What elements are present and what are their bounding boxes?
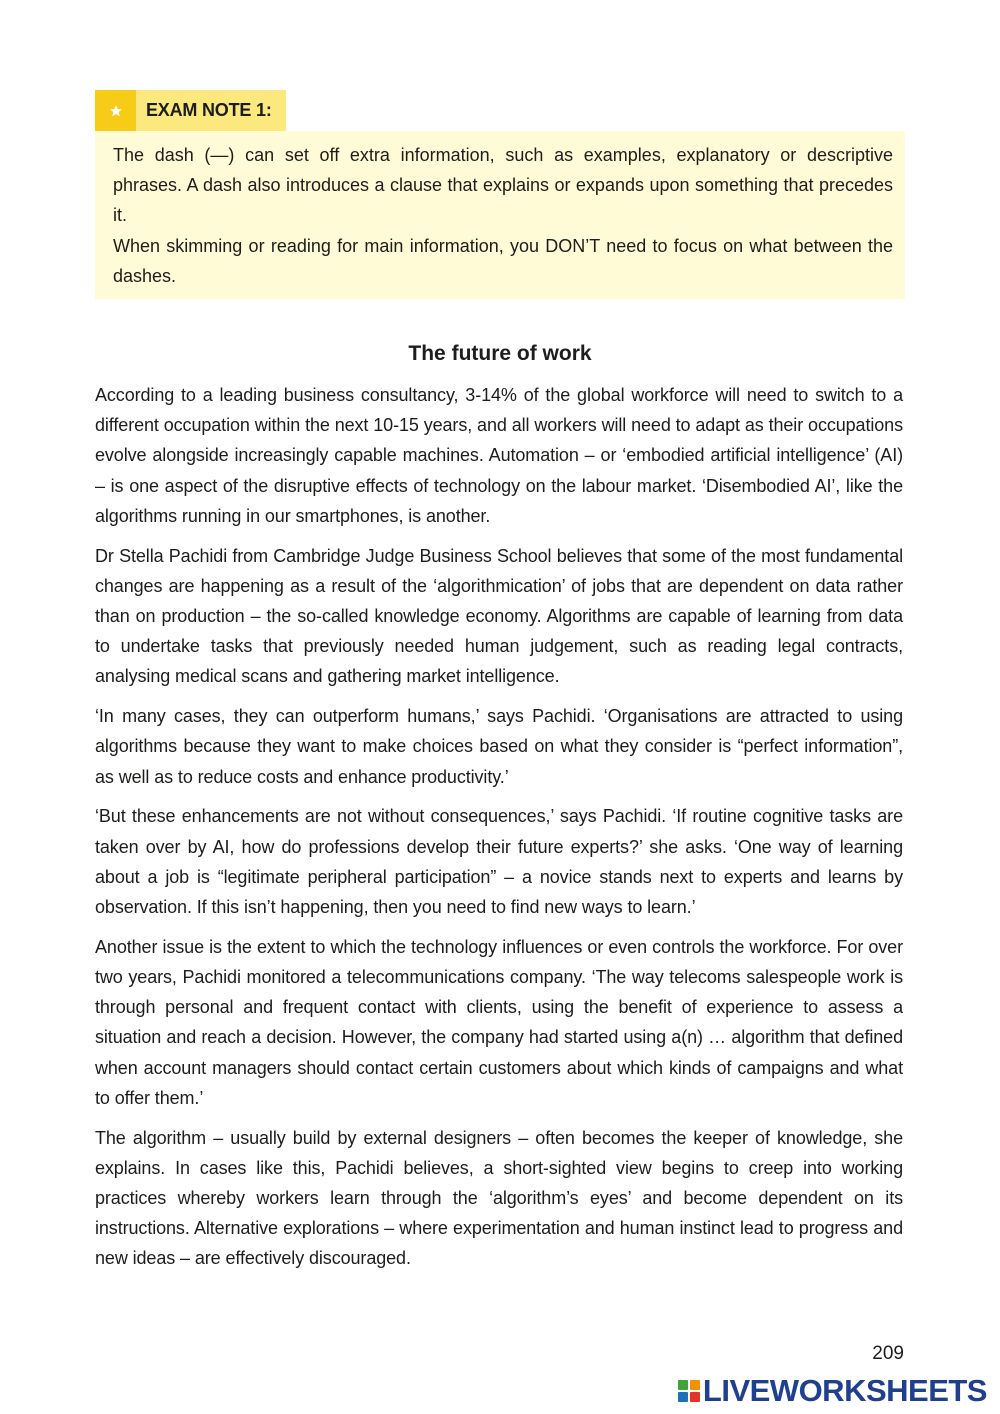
article-paragraph: According to a leading business consultancy, 3-14% of the global workforce will need to switch to a different occupation within the next 10-15 years, and all workers will need to adapt as their occupations evolve alongside increasingly capable machines. Automation – or ‘embodied artificial intelligence’ (AI) – is one aspect of the disruptive effects of technology on the labour market. ‘Disembodied AI’, like the algorithms running in our smartphones, is another. [95, 385, 903, 526]
article-body [95, 380, 903, 1283]
liveworksheets-logo-icon [678, 1380, 700, 1402]
exam-note-paragraph: When skimming or reading for main information, you DON’T need to focus on what between the dashes. [113, 235, 893, 286]
exam-note-header [95, 90, 286, 131]
article-title: The future of work [408, 342, 592, 365]
exam-note-paragraph: The dash (—) can set off extra information, such as examples, explanatory or descriptive phrases. A dash also introduces a clause that explains or expands upon something that precedes it. [113, 145, 893, 226]
page-number: 209 [872, 1343, 904, 1364]
article-paragraph: Dr Stella Pachidi from Cambridge Judge Business School believes that some of the most fundamental changes are happening as a result of the ‘algorithmication’ of jobs that are dependent on data rather than on production – the so-called knowledge economy. Algorithms are capable of learning from data to undertake tasks that previously needed human judgement, such as reading legal contracts, analysing medical scans and gathering market intelligence. [95, 545, 903, 687]
article-paragraph: Another issue is the extent to which the technology influences or even controls the workforce. For over two years, Pachidi monitored a telecommunications company. ‘The way telecoms salespeople work is through personal and frequent contact with clients, using the benefit of experience to assess a situation and reach a decision. However, the company had started using a(n) … algorithm that defined when account managers should contact certain customers about which kinds of campaigns and what to offer them.’ [95, 936, 903, 1108]
liveworksheets-logo[interactable] [678, 1374, 987, 1408]
exam-note-box [95, 131, 905, 299]
brand-name: LIVEWORKSHEETS [702, 1373, 987, 1408]
article-paragraph: ‘In many cases, they can outperform humans,’ says Pachidi. ‘Organisations are attracted to using algorithms because they want to make choices based on what they consider is “perfect information”, as well as to reduce costs and enhance productivity.’ [95, 706, 903, 787]
article-paragraph: ‘But these enhancements are not without consequences,’ says Pachidi. ‘If routine cognitive tasks are taken over by AI, how do professions develop their future experts?’ she asks. ‘One way of learning about a job is “legitimate peripheral participation” – a novice stands next to experts and learns by observation. If this isn’t happening, then you need to find new ways to learn.’ [95, 806, 903, 918]
star-icon [95, 90, 136, 131]
exam-note-label: EXAM NOTE 1: [136, 90, 286, 131]
article-paragraph: The algorithm – usually build by external designers – often becomes the keeper of knowledge, she explains. In cases like this, Pachidi believes, a short-sighted view begins to creep into working practices whereby workers learn through the ‘algorithm’s eyes’ and become dependent on its instructions. Alternative explorations – where experimentation and human instinct lead to progress and new ideas – are effectively discouraged. [95, 1127, 903, 1269]
